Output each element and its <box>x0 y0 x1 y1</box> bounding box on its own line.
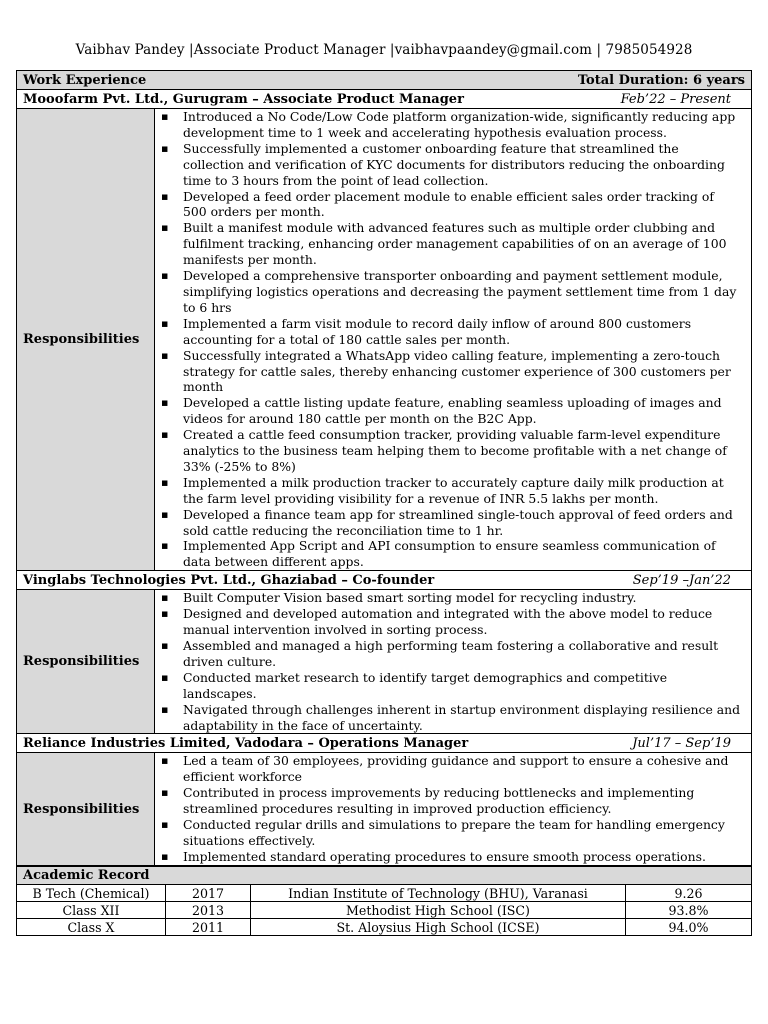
bullet-item: ▪ Introduced a No Code/Low Code platform organization-wide, significantly reducing app development time to 1 week and accelerating hypothesis evaluation process. <box>155 109 741 141</box>
year-cell: 2017 <box>166 885 251 902</box>
responsibilities-row-vinglabs <box>17 590 752 734</box>
job-dates: Sep’19 –Jan’22 <box>632 572 731 588</box>
degree-cell: Class X <box>17 919 166 936</box>
bullet-list <box>155 590 751 733</box>
institution-cell: Methodist High School (ISC) <box>251 902 626 919</box>
responsibilities-label: Responsibilities <box>17 590 155 734</box>
academic-row <box>17 885 752 902</box>
bullet-list <box>155 753 751 864</box>
bullet-item: ▪ Successfully integrated a WhatsApp video calling feature, implementing a zero-touch strategy for cattle sales, thereby enhancing customer experience of 300 customers per month <box>155 348 741 396</box>
company-title: Vinglabs Technologies Pvt. Ltd., Ghaziabad – Co-founder <box>23 572 435 588</box>
company-title: Mooofarm Pvt. Ltd., Gurugram – Associate Product Manager <box>23 91 464 107</box>
bullet-item: ▪ Built Computer Vision based smart sorting model for recycling industry. <box>155 590 741 606</box>
academic-record-table <box>16 866 752 936</box>
bullet-item: ▪ Designed and developed automation and integrated with the above model to reduce manual intervention involved in sorting process. <box>155 606 741 638</box>
section-title: Work Experience <box>23 72 147 88</box>
work-experience-table <box>16 70 752 866</box>
job-row-vinglabs <box>17 571 752 590</box>
academic-row <box>17 902 752 919</box>
year-cell: 2013 <box>166 902 251 919</box>
institution-cell: Indian Institute of Technology (BHU), Varanasi <box>251 885 626 902</box>
job-dates: Feb’22 – Present <box>620 91 731 107</box>
bullet-item: ▪ Navigated through challenges inherent in startup environment displaying resilience and adaptability in the face of uncertainty. <box>155 702 741 734</box>
academic-row <box>17 919 752 936</box>
job-row-mooofarm <box>17 90 752 109</box>
degree-cell: B Tech (Chemical) <box>17 885 166 902</box>
bullet-item: ▪ Assembled and managed a high performing team fostering a collaborative and result driven culture. <box>155 638 741 670</box>
institution-cell: St. Aloysius High School (ICSE) <box>251 919 626 936</box>
responsibilities-label: Responsibilities <box>17 753 155 865</box>
responsibilities-label: Responsibilities <box>17 109 155 571</box>
responsibilities-row-reliance <box>17 753 752 865</box>
bullet-item: ▪ Implemented App Script and API consumption to ensure seamless communication of data between different apps. <box>155 538 741 570</box>
bullet-item: ▪ Developed a comprehensive transporter onboarding and payment settlement module, simplifying logistics operations and decreasing the payment settlement time from 1 day to 6 hrs <box>155 268 741 316</box>
job-row-reliance <box>17 734 752 753</box>
responsibilities-row-mooofarm <box>17 109 752 571</box>
bullet-item: ▪ Led a team of 30 employees, providing guidance and support to ensure a cohesive and efficient workforce <box>155 753 741 785</box>
company-title: Reliance Industries Limited, Vadodara – Operations Manager <box>23 735 469 751</box>
bullet-item: ▪ Conducted market research to identify target demographics and competitive landscapes. <box>155 670 741 702</box>
work-experience-header <box>17 71 752 90</box>
bullet-item: ▪ Successfully implemented a customer onboarding feature that streamlined the collection and verification of KYC documents for distributors reducing the onboarding time to 3 hours from the point of lead collection. <box>155 141 741 189</box>
degree-cell: Class XII <box>17 902 166 919</box>
bullet-item: ▪ Created a cattle feed consumption tracker, providing valuable farm-level expenditure analytics to the business team helping them to become profitable with a net change of 33% (-25% to 8%) <box>155 427 741 475</box>
bullet-item: ▪ Built a manifest module with advanced features such as multiple order clubbing and fulfilment tracking, enhancing order management capabilities of on an average of 100 manifests per month. <box>155 220 741 268</box>
score-cell: 9.26 <box>626 885 752 902</box>
score-cell: 94.0% <box>626 919 752 936</box>
total-duration: Total Duration: 6 years <box>577 72 745 88</box>
job-dates: Jul’17 – Sep’19 <box>632 735 731 751</box>
bullet-list <box>155 109 751 570</box>
bullet-item: ▪ Contributed in process improvements by reducing bottlenecks and implementing streamlined procedures resulting in improved production efficiency. <box>155 785 741 817</box>
year-cell: 2011 <box>166 919 251 936</box>
score-cell: 93.8% <box>626 902 752 919</box>
academic-record-header <box>17 867 752 885</box>
bullet-item: ▪ Implemented a milk production tracker to accurately capture daily milk production at the farm level providing visibility for a revenue of INR 5.5 lakhs per month. <box>155 475 741 507</box>
bullet-item: ▪ Developed a finance team app for streamlined single-touch approval of feed orders and sold cattle reducing the reconciliation time to 1 hr. <box>155 507 741 539</box>
bullet-item: ▪ Implemented a farm visit module to record daily inflow of around 800 customers accounting for a total of 180 cattle sales per month. <box>155 316 741 348</box>
resume-header: Vaibhav Pandey |Associate Product Manager |vaibhavpaandey@gmail.com | 7985054928 <box>75 42 693 58</box>
bullet-item: ▪ Implemented standard operating procedures to ensure smooth process operations. <box>155 849 741 865</box>
academic-title: Academic Record <box>17 867 752 885</box>
bullet-item: ▪ Developed a cattle listing update feature, enabling seamless uploading of images and videos for around 180 cattle per month on the B2C App. <box>155 395 741 427</box>
bullet-item: ▪ Conducted regular drills and simulations to prepare the team for handling emergency situations effectively. <box>155 817 741 849</box>
bullet-item: ▪ Developed a feed order placement module to enable efficient sales order tracking of 500 orders per month. <box>155 189 741 221</box>
